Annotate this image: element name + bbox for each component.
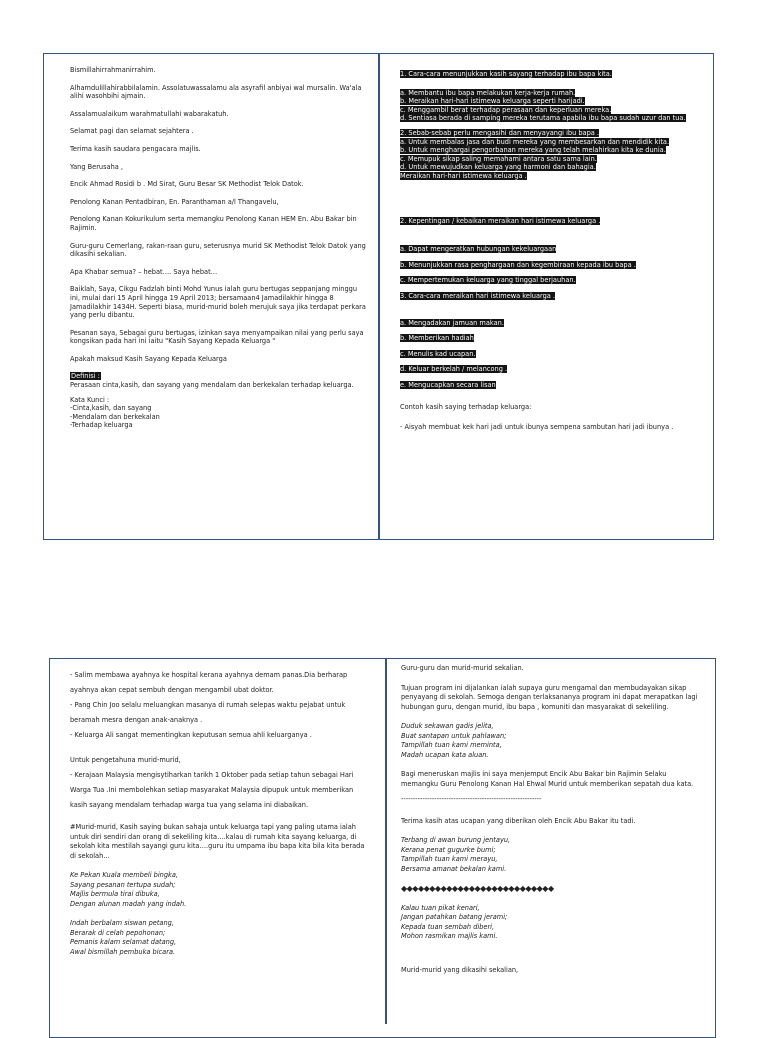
list1-item: b. Meraikan hari-hari istimewa keluarga seperti harijadi. bbox=[400, 97, 585, 106]
heading-cara-cara: 1. Cara-cara menunjukkan kasih sayang terhadap ibu bapa kita. bbox=[400, 70, 612, 78]
list2-item: a. Untuk membalas jasa dan budi mereka yang membesarkan dan mendidik kita. bbox=[400, 137, 670, 146]
list4-item: a. Mengadakan jamuan makan. bbox=[400, 318, 504, 327]
pantun-line: Tampillah tuan kami merayu, bbox=[401, 855, 498, 863]
diamond-separator: ◆◆◆◆◆◆◆◆◆◆◆◆◆◆◆◆◆◆◆◆◆◆◆◆◆◆◆ bbox=[401, 884, 554, 893]
pantun-line: Majlis bermula tirai dibuka, bbox=[70, 890, 160, 898]
list1-item: a. Membantu ibu bapa melakukan kerja-kerja rumah. bbox=[400, 88, 576, 97]
pantun-line: Indah berbalam siswan petang, bbox=[70, 919, 174, 927]
list2-item: d. Untuk mewujudkan keluarga yang harmoni dan bahagia. bbox=[400, 163, 596, 172]
info-text: - Kerajaan Malaysia mengisytiharkan tarikh 1 Oktober pada setiap tahun sebagai Hari Warga Tua .Ini membolehkan setiap masyarakat Malaysia dipupuk untuk memberikan kasih sayang mendalam terhadap warga tua yang selama ini diabaikan. bbox=[70, 771, 354, 809]
contoh-title: Contoh kasih saying terhadap keluarga: bbox=[400, 403, 532, 412]
pantun-line: Terbang di awan burung jentayu, bbox=[401, 836, 511, 844]
heading-cara-meraikan: 3. Cara-cara meraikan hari istimewa keluarga . bbox=[400, 291, 556, 300]
contoh-line: - Aisyah membuat kek hari jadi untuk ibunya sempena sambutan hari jadi ibunya . bbox=[400, 423, 674, 432]
definisi-label: Definisi : bbox=[71, 372, 100, 381]
pantun-line: Berarak di celah pepohonan; bbox=[70, 928, 166, 937]
list2-item: b. Untuk menghargai pengorbanan mereka yang telah melahirkan kita ke dunia. bbox=[400, 146, 666, 155]
list2-item: Meraikan hari-hari istimewa keluarga . bbox=[400, 171, 527, 180]
message-paragraph: Pesanan saya, Sebagai guru bertugas, izinkan saya menyampaikan nilai yang perlu saya kongsikan pada hari ini iaitu "Kasih Sayang Kepada Keluarga " bbox=[70, 328, 364, 346]
list4-item: d. Keluar berkelah / melancong . bbox=[400, 365, 508, 374]
top-right-column bbox=[400, 70, 700, 435]
kata-kunci-item: -Terhadap keluarga bbox=[70, 421, 133, 430]
jemput-paragraph: Bagi meneruskan majlis ini saya menjemput Encik Abu Bakar bin Rajimin Selaku memangku Guru Penolong Kanan Hal Ehwal Murid untuk memberikan sepatah dua kata. bbox=[401, 770, 694, 788]
kata-kunci-item: -Cinta,kasih, dan sayang bbox=[70, 404, 152, 413]
pantun-line: Duduk sekawan gadis jelita, bbox=[401, 722, 494, 730]
heading-kepentingan: 2. Kepentingan / kebaikan meraikan hari istimewa keluarga . bbox=[400, 216, 601, 225]
greeting-pk-kokurikulum: Penolong Kanan Kokurikulum serta memangku Penolong Kanan HEM En. Abu Bakar bin Rajimin. bbox=[70, 215, 357, 232]
greeting-basmalah: Bismillahirrahmanirrahim. bbox=[70, 66, 156, 74]
list4-item: b. Memberikan hadiah bbox=[400, 334, 474, 343]
kata-kunci-item: -Mendalam dan berkekalan bbox=[70, 412, 160, 421]
thanks-line: Terima kasih atas ucapan yang diberikan oleh Encik Abu Bakar itu tadi. bbox=[401, 816, 636, 825]
heading-sebab-sebab: 2. Sebab-sebab perlu mengasihi dan menyayangi ibu bapa . bbox=[400, 128, 600, 137]
list3-item: b. Menunjukkan rasa penghargaan dan kegembiraan kepada ibu bapa . bbox=[400, 260, 636, 269]
example-item: - Salim membawa ayahnya ke hospital kerana ayahnya demam panas.Dia berharap ayahnya akan cepat sembuh dengan mengambil ubat doktor. bbox=[70, 671, 348, 694]
pantun-line: Awal bismillah pembuka bicara. bbox=[70, 947, 176, 956]
dash-separator: ----------------------------------------------------------- bbox=[401, 795, 542, 803]
list3-item: a. Dapat mengeratkan hubungan kekeluargaan bbox=[400, 245, 557, 254]
greeting-guru-murid: Guru-guru Cemerlang, rakan-raan guru, seterusnya murid SK Methodist Telok Datok yang dikasihi sekalian. bbox=[70, 241, 366, 259]
pantun-line: Bersama amanat bekalan kami. bbox=[401, 864, 507, 873]
greeting-salam: Assalamualaikum warahmatullahi wabarakatuh. bbox=[70, 109, 229, 118]
intro-paragraph: Baiklah, Saya, Cikgu Fadzlah binti Mohd Yunus ialah guru bertugas seppanjang minggu ini, mulai dari 15 April hingga 19 April 2013; bersamaan4 Jamadilakhir hingga 8 Jamadilakhir 1434H. Seperti biasa, murid-murid boleh merujuk saya jika terdapat perkara yang perlu dibantu. bbox=[70, 285, 366, 320]
pantun-line: Mohon rasmikan majlis kami. bbox=[401, 932, 498, 940]
example-item: - Pang Chin Joo selalu meluangkan masanya di rumah selepas waktu pejabat untuk beramah mesra dengan anak-anaknya . bbox=[70, 701, 346, 724]
greeting-guru-besar: Encik Ahmad Rosidi b . Md Sirat, Guru Besar SK Methodist Telok Datok. bbox=[70, 180, 304, 189]
closing-text: #Murid-murid, Kasih saying bukan sahaja untuk keluarga tapi yang paling utama ialah untuk diri sendiri dan orang di sekeliling kita….kalau di rumah kita sayang keluarga, di sekolah kita mestilah sayangi guru kita….guru itu umpama ibu bapa kita bila kita berada di sekolah… bbox=[70, 823, 365, 860]
bottom-right-column bbox=[401, 664, 701, 975]
list1-item: c. Menggambil berat terhadap perasaan dan keperluan mereka. bbox=[400, 105, 612, 114]
list2-item: c. Memupuk sikap saling memahami antara satu sama lain. bbox=[400, 154, 597, 163]
bottom-left-column bbox=[70, 668, 370, 957]
pantun-line: Sayang pesanan tertupa sudah; bbox=[70, 880, 176, 889]
pantun-line: Kalau tuan pikat kenari, bbox=[401, 903, 480, 912]
list4-item: c. Menulis kad ucapan. bbox=[400, 349, 476, 358]
greeting-pagi: Selamat pagi dan selamat sejahtera . bbox=[70, 127, 194, 136]
pantun-line: Ke Pekan Kuala membeli bingka, bbox=[70, 871, 178, 879]
greeting-apa-khabar: Apa Khabar semua? – hebat…. Saya hebat… bbox=[70, 267, 218, 276]
info-title: Untuk pengetahuna murid-murid, bbox=[70, 756, 181, 764]
question-line: Apakah maksud Kasih Sayang Kepada Keluarga bbox=[70, 354, 227, 363]
top-left-column bbox=[70, 66, 366, 430]
greeting-thanks-mc: Terima kasih saudara pengacara majlis. bbox=[70, 144, 201, 153]
example-item: - Keluarga Ali sangat mementingkan keputusan semua ahli keluarganya . bbox=[70, 731, 312, 739]
greeting-pk-pentadbiran: Penolong Kanan Pentadbiran, En. Paranthaman a/l Thangavelu, bbox=[70, 197, 279, 206]
pantun-line: Kerana penat gugurke bumi; bbox=[401, 845, 496, 854]
pantun-line: Pemanis kalam selamat datang, bbox=[70, 938, 177, 946]
top-page-divider bbox=[378, 53, 380, 540]
list4-item: e. Mengucapkan secara lisan bbox=[400, 380, 496, 389]
last-line: Murid-murid yang dikasihi sekalian, bbox=[401, 965, 519, 974]
pantun-line: Madah ucapan kata aluan. bbox=[401, 750, 489, 759]
definisi-text: Perasaan cinta,kasih, dan sayang yang mendalam dan berkekalan terhadap keluarga. bbox=[70, 381, 354, 390]
greeting-hamdalah: Alhamdulillahirabbilalamin. Assolatuwassalamu ala asyrafil anbiyai wal mursalin. Wa'ala alihi wasohbihi ajmain. bbox=[70, 83, 362, 101]
list3-item: c. Mempertemukan keluarga yang tinggal berjauhan. bbox=[400, 276, 576, 285]
guru-murid-line: Guru-guru dan murid-murid sekalian. bbox=[401, 664, 524, 672]
pantun-line: Jangan patahkan batang jerami; bbox=[401, 913, 508, 921]
list1-item: d. Sentiasa berada di samping mereka terutama apabila ibu bapa sudah uzur dan tua. bbox=[400, 114, 686, 123]
tujuan-paragraph: Tujuan program ini dijalankan ialah supaya guru mengamal dan membudayakan sikap penyayang di sekolah. Semoga dengan terlaksananya program ini dapat merapatkan lagi hubungan guru, dengan murid, ibu bapa , komuniti dan masyarakat di sekeliling. bbox=[401, 683, 698, 711]
pantun-line: Dengan alunan madah yang indah. bbox=[70, 899, 187, 908]
kata-kunci-label: Kata Kunci : bbox=[70, 395, 110, 404]
pantun-line: Kepada tuan sembah diberi, bbox=[401, 922, 495, 931]
bottom-page-divider bbox=[385, 658, 387, 1024]
pantun-line: Tampillah tuan kami meminta, bbox=[401, 741, 502, 749]
greeting-yang-berusaha: Yang Berusaha , bbox=[70, 162, 123, 171]
pantun-line: Buat santapan untuk pahlawan; bbox=[401, 731, 507, 740]
